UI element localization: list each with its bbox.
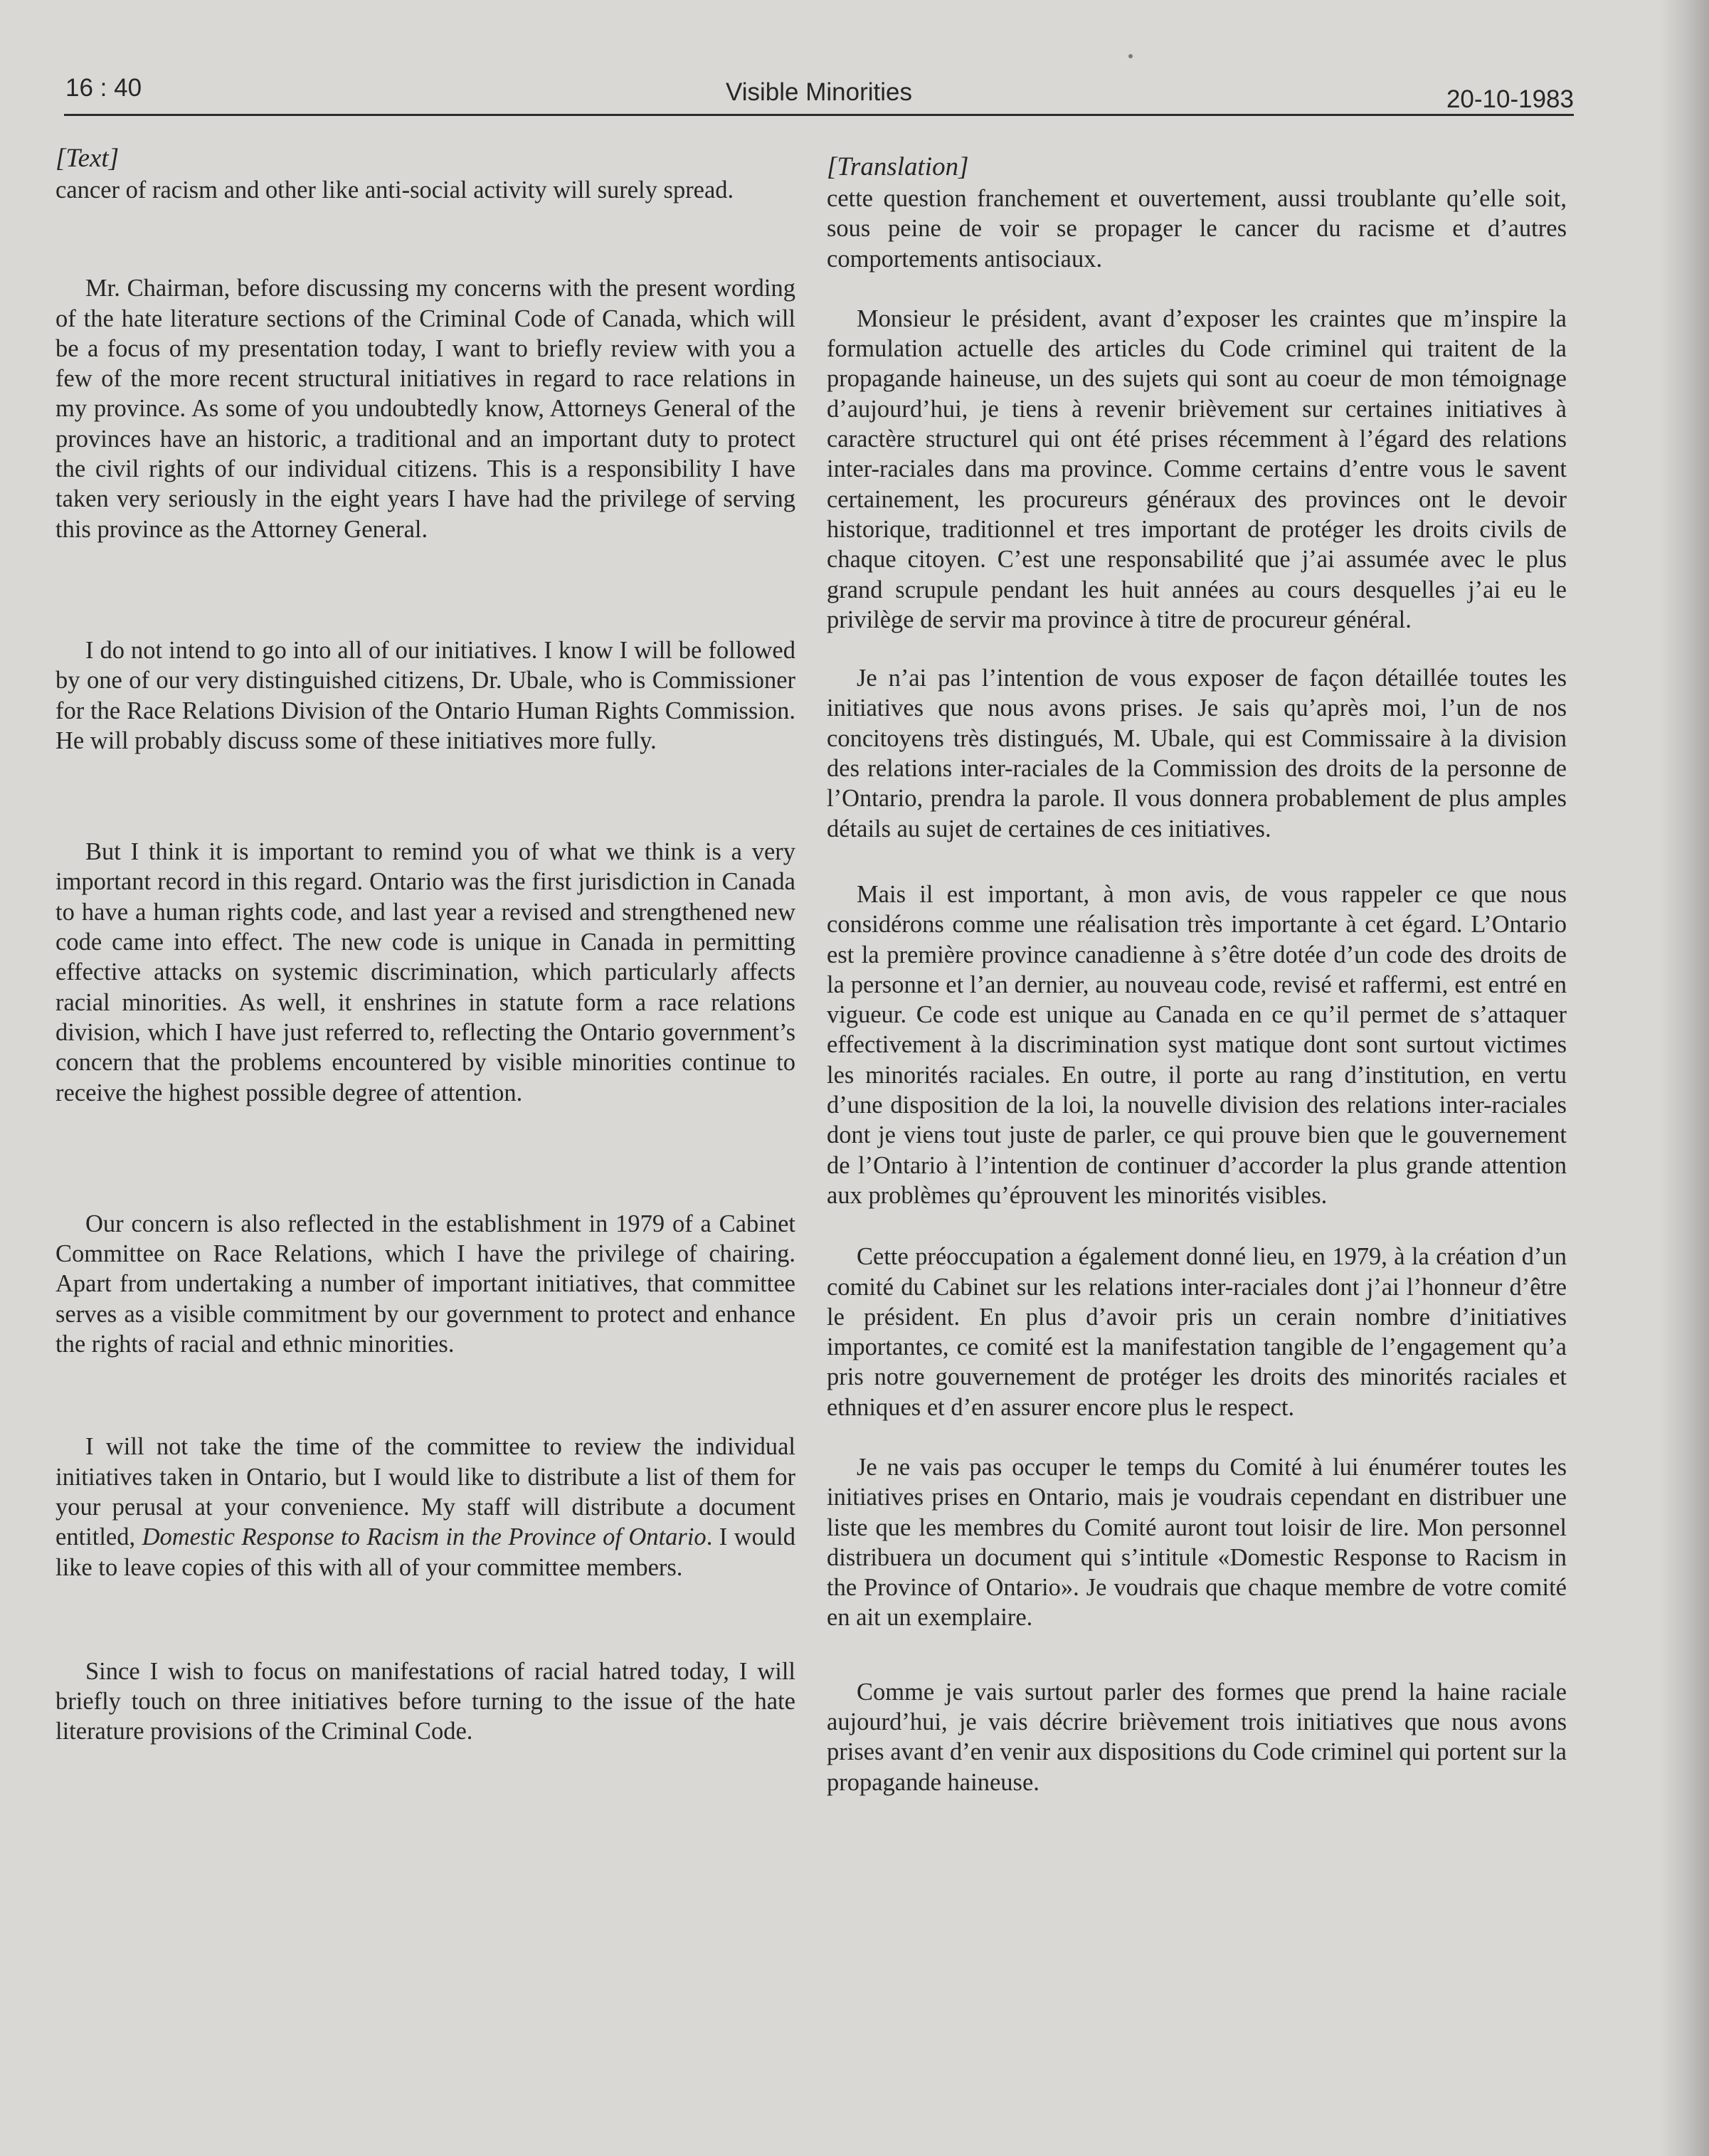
- document-title: Domestic Response to Racism in the Province of Ontario: [142, 1523, 707, 1551]
- paragraph: Je n’ai pas l’intention de vous exposer de façon détaillée toutes les initiatives que nous avons prises. Je sais qu’après moi, l’un de nos concitoyens très distingués, M. Ubale, qui est Commissaire à la division des relations inter-raciales de la Commission des droits de la personne de l’Ontario, prendra la parole. Il vous donnera probablement de plus amples détails au sujet de certaines de ces initiatives.: [827, 665, 1567, 842]
- paragraph: I do not intend to go into all of our initiatives. I know I will be followed by one of our very distinguished citizens, Dr. Ubale, who is Commissioner for the Race Relations Division of the Ontario Human Rights Commission. He will probably discuss some of these initiatives more fully.: [55, 636, 795, 754]
- running-title: Visible Minorities: [726, 78, 912, 106]
- paragraph: Mr. Chairman, before discussing my concerns with the present wording of the hate literature sections of the Criminal Code of Canada, which will be a focus of my presentation today, I want to briefly review with you a few of the more recent structural initiatives in regard to race relations in my province. As some of you undoubtedly know, Attorneys General of the provinces have an historic, a traditional and an important duty to protect the civil rights of our individual citizens. This is a responsibility I have taken very seriously in the eight years I have had the privilege of serving this province as the Attorney General.: [55, 275, 795, 543]
- paragraph: Our concern is also reflected in the establishment in 1979 of a Cabinet Committee on Race Relations, which I have the privilege of chairing. Apart from undertaking a number of important initiatives, that committee serves as a visible commitment by our government to protect and enhance the rights of racial and ethnic minorities.: [55, 1210, 795, 1358]
- paragraph: Since I wish to focus on manifestations of racial hatred today, I will briefly touch on three initiatives before turning to the issue of the hate literature provisions of the Criminal Code.: [55, 1657, 795, 1745]
- paragraph: Cette préoccupation a également donné lieu, en 1979, à la création d’un comité du Cabinet sur les relations inter-raciales dont j’ai l’honneur d’être le président. En plus d’avoir pris un cerain nombre d’initiatives importantes, ce comité est la manifestation tangible de l’engagement qu’a pris notre gouvernement de protéger les droits des minorités raciales et ethniques et d’en assurer encore plus le respect.: [827, 1243, 1567, 1421]
- paragraph: But I think it is important to remind you of what we think is a very important record in this regard. Ontario was the first jurisdiction in Canada to have a human rights code, and last year a revised and strengthened new code came into effect. The new code is unique in Canada in permitting effective attacks on systemic discrimination, which particularly affects racial minorities. As well, it enshrines in statute form a race relations division, which I have just referred to, reflecting the Ontario government’s concern that the problems encountered by visible minorities continue to receive the highest possible degree of attention.: [55, 838, 795, 1106]
- paragraph: Monsieur le président, avant d’exposer les craintes que m’inspire la formulation actuelle des articles du Code criminel qui traitent de la propagande haineuse, un des sujets qui sont au coeur de mon témoignage d’aujourd’hui, je tiens à revenir brièvement sur certaines initiatives à caractère structurel qui ont été prises récemment à l’égard des relations inter-raciales dans ma province. Comme certains d’entre vous le savent certainement, les procureurs généraux des provinces ont le devoir historique, traditionnel et tres important de protéger les droits civils de chaque citoyen. C’est une responsabilité que j’ai assumée avec le plus grand scrupule pendant les huit années au cours desquelles j’ai eu le privilège de servir ma province à titre de procureur général.: [827, 305, 1567, 633]
- page-number: 16 : 40: [65, 74, 142, 102]
- paragraph: Comme je vais surtout parler des formes que prend la haine raciale aujourd’hui, je vais décrire brièvement trois initiatives que nous avons prises avant d’en venir aux dispositions du Code criminel qui portent sur la propagande haineuse.: [827, 1678, 1567, 1796]
- page-date: 20-10-1983: [1446, 85, 1574, 113]
- paragraph: [55, 1432, 795, 1582]
- paragraph: cancer of racism and other like anti-social activity will surely spread.: [55, 176, 734, 204]
- text-label: [Text]: [55, 144, 120, 173]
- paragraph: cette question franchement et ouvertement, aussi troublante qu’elle soit, sous peine de voir se propager le cancer du racisme et d’autres comportements antisociaux.: [827, 185, 1567, 273]
- paragraph: Mais il est important, à mon avis, de vous rappeler ce que nous considérons comme une réalisation très importante à cet égard. L’Ontario est la première province canadienne à s’être dotée d’un code des droits de la personne et l’an dernier, au nouveau code, revisé et raffermi, est entré en vigueur. Ce code est unique au Canada en ce qu’il permet de s’attaquer effectivement à la discrimination syst matique dont sont surtout victimes les minorités raciales. En outre, il porte au rang d’institution, en vertu d’une disposition de la loi, la nouvelle division des relations inter-raciales dont je viens tout juste de parler, ce qui prouve bien que le gouvernement de l’Ontario à l’intention de continuer d’accorder la plus grande attention aux problèmes qu’éprouvent les minorités visibles.: [827, 880, 1567, 1209]
- english-column: [55, 142, 795, 1747]
- french-column: [827, 151, 1567, 1797]
- translation-label: [Translation]: [827, 152, 969, 181]
- paragraph: Je ne vais pas occuper le temps du Comité à lui énumérer toutes les initiatives prises en Ontario, mais je voudrais cependant en distribuer une liste que les membres du Comité auront tout loisir de lire. Mon personnel distribuera un document qui s’intitule «Domestic Response to Racism in the Province of Ontario». Je voudrais que chaque membre de votre comité en ait un exemplaire.: [827, 1453, 1567, 1632]
- page-speck: [1128, 54, 1133, 58]
- paragraph-text: I will not take the time of the committee to review the individual initiatives taken in Ontario, but I would like to distribute a list of them for your perusal at your convenience. My staff will distribute a document entitled,: [55, 1433, 795, 1551]
- binding-shadow: [1659, 0, 1709, 2156]
- paragraph-text: . I would like to leave copies of this with all of your committee members.: [55, 1523, 795, 1581]
- page-header: [64, 70, 1574, 116]
